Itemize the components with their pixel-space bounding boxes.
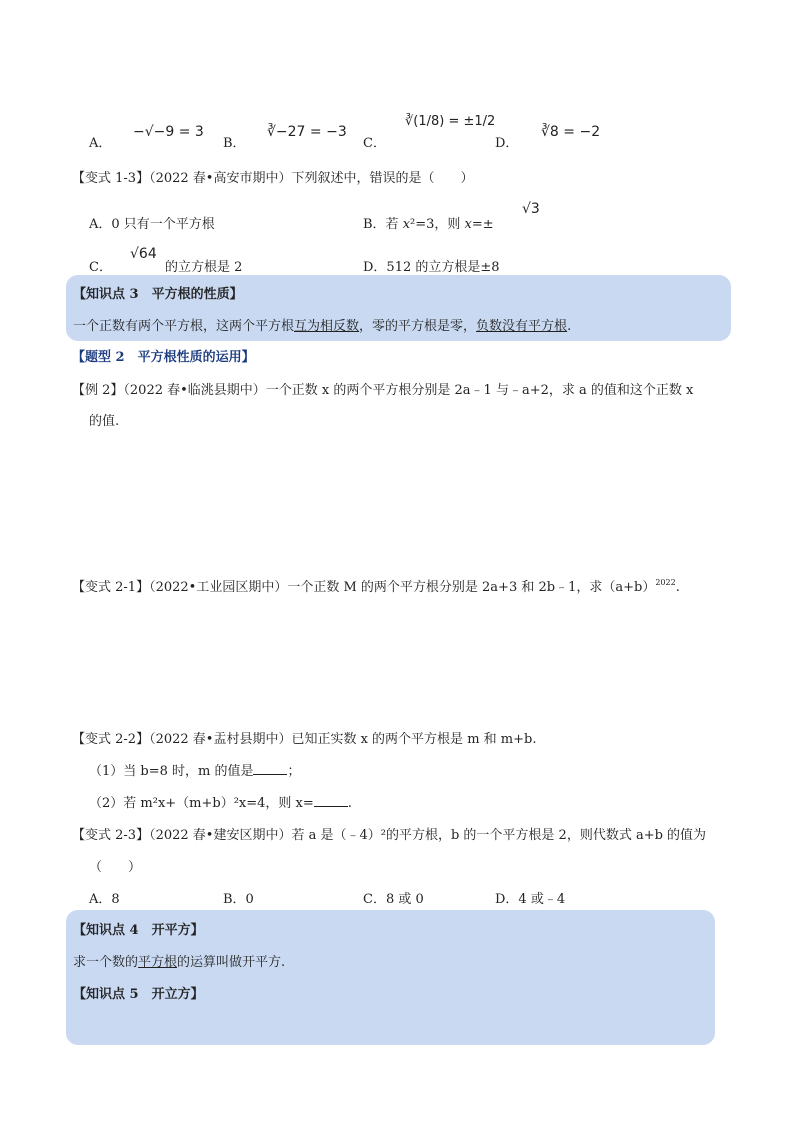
question-2-1-text: （2022•工业园区期中）一个正数 M 的两个平方根分别是 2a+3 和 2b﹣1，求（a+b） (149, 580, 656, 595)
option-a-math-text: −√−9 = 3 (133, 124, 204, 140)
option-c-math (405, 114, 495, 129)
question-2-3-paren: （ ） (89, 860, 142, 875)
kp3-t2: 互为相反数 (294, 319, 360, 334)
q22-p1-pre: （1）当 b=8 时，m 的值是 (89, 764, 254, 779)
question-2-2 (72, 728, 536, 747)
kp4-t2: 平方根 (138, 955, 178, 970)
question-2-2-text: （2022 春•盂村县期中）已知正实数 x 的两个平方根是 m 和 m+b. (149, 732, 537, 747)
kp3-t3: ，零的平方根是零， (359, 319, 477, 334)
question-2-1-exp: 2022 (655, 578, 676, 587)
q13-b-var: x (402, 217, 411, 232)
q13-b-pre: B．若 (363, 217, 403, 232)
knowledge-point-4-text (73, 951, 285, 970)
question-2-1 (72, 576, 680, 595)
example-2-line-2: 的值. (89, 414, 120, 429)
question-1-3-option-c-post: 的立方根是 2 (165, 260, 243, 275)
question-1-3-option-a: A．0 只有一个平方根 (89, 217, 215, 232)
knowledge-point-5-title: 【知识点 5 开立方】 (73, 987, 204, 1002)
question-1-3-option-b-sqrt: √3 (522, 201, 540, 217)
kp4-t1: 求一个数的 (73, 955, 139, 970)
option-d-math (541, 124, 600, 140)
question-2-3-tag: 【变式 2-3】 (72, 828, 150, 843)
question-type-2-title: 【题型 2 平方根性质的运用】 (72, 350, 255, 365)
question-1-3-option-d: D．512 的立方根是±8 (363, 260, 500, 275)
kp3-t4: 负数没有平方根 (476, 319, 568, 334)
question-1-3-tag: 【变式 1-3】 (72, 171, 150, 186)
question-1-3 (72, 167, 473, 186)
question-1-3-option-c-label: C． (89, 260, 112, 275)
question-2-3 (72, 824, 706, 843)
kp4-t3: 的运算叫做开平方. (177, 955, 286, 970)
question-2-1-tag: 【变式 2-1】 (72, 580, 150, 595)
question-2-2-tag: 【变式 2-2】 (72, 732, 150, 747)
kp3-t1: 一个正数有两个平方根，这两个平方根 (73, 319, 295, 334)
example-2-line-1 (72, 379, 693, 398)
question-2-3-option-a: A．8 (89, 892, 120, 907)
question-2-3-option-c: C．8 或 0 (363, 892, 424, 907)
option-b-math-text: ∛−27 = −3 (267, 124, 347, 140)
q13-b-var2: x (464, 217, 472, 232)
option-b-label: B． (223, 136, 246, 151)
question-2-3-text: （2022 春•建安区期中）若 a 是（﹣4）²的平方根，b 的一个平方根是 2，则代数式 a+b 的值为 (149, 828, 707, 843)
question-2-2-part-2 (89, 792, 352, 811)
example-2-text: （2022 春•临洮县期中）一个正数 x 的两个平方根分别是 2a﹣1 与﹣a+2，求 a 的值和这个正数 x (123, 383, 694, 398)
q22-p2-pre: （2）若 m²x+（m+b）²x=4，则 x= (89, 796, 314, 811)
option-b-math (267, 124, 347, 140)
knowledge-point-3-text (73, 315, 571, 334)
q22-p1-blank (253, 762, 287, 775)
question-2-3-option-d: D．4 或﹣4 (495, 892, 566, 907)
knowledge-point-4-title: 【知识点 4 开平方】 (73, 923, 204, 938)
q13-b-mid: ²=3，则 (410, 217, 465, 232)
option-a-label: A． (89, 136, 112, 151)
option-c-label: C． (363, 136, 386, 151)
question-1-3-option-c-sqrt: √64 (130, 246, 157, 262)
option-a-math (133, 124, 204, 140)
knowledge-point-3-title: 【知识点 3 平方根的性质】 (73, 287, 243, 302)
option-c-math-text: ∛(1/8) = ±1/2 (405, 114, 496, 129)
q13-b-post: =± (471, 217, 494, 232)
q22-p1-post: ； (287, 764, 301, 779)
q22-p2-blank (314, 794, 348, 807)
question-2-1-end: . (675, 580, 680, 595)
option-d-label: D． (495, 136, 519, 151)
question-1-3-source: （2022 春•高安市期中） (149, 171, 292, 186)
question-1-3-stem: 下列叙述中，错误的是（ ） (291, 171, 474, 186)
question-1-3-option-b (363, 213, 494, 232)
example-2-tag: 【例 2】 (72, 383, 124, 398)
kp3-t5: . (567, 319, 572, 334)
question-2-2-part-1 (89, 760, 301, 779)
option-d-math-text: ∛8 = −2 (541, 124, 601, 140)
q22-p2-post: . (347, 796, 352, 811)
question-2-3-option-b: B．0 (223, 892, 254, 907)
